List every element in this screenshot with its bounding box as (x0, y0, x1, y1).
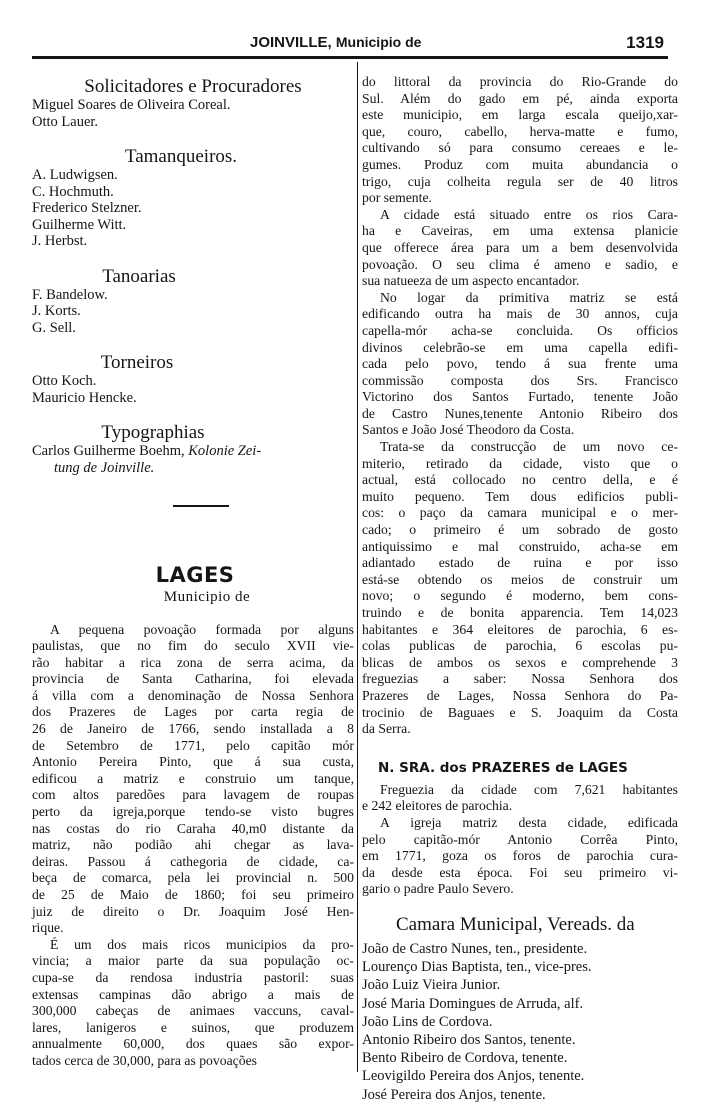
list-item: Guilherme Witt. (32, 216, 127, 233)
text-line: Santos e João José Theodoro da Costa. (362, 422, 575, 438)
text-line: está-se obtendo os meios de construir um (362, 571, 678, 587)
text-line: 300,000 cabeças de animaes vaccuns, caval- (32, 1003, 354, 1019)
text-line: colas publicas de parochia, 6 escolas pu- (362, 638, 678, 654)
council-member: José Maria Domingues de Arruda, alf. (362, 995, 584, 1012)
text-line: É um dos mais ricos municipios da pro- (50, 936, 354, 952)
council-member: José Pereira dos Anjos, tenente. (362, 1086, 546, 1103)
text-line: dos Prazeres de Lages por carta regia de (32, 704, 354, 720)
text-line: rique. (32, 920, 64, 936)
list-solicitadores (32, 97, 354, 130)
council-member: João Lins de Cordova. (362, 1013, 493, 1030)
text-line: edificou a matriz e construio um tanque, (32, 770, 354, 786)
lages-article-continued (362, 74, 678, 738)
text-line: adiantado estado de ruina e por isso (362, 555, 678, 571)
text-line: No logar da primitiva matriz se está (380, 289, 678, 305)
camara-members (362, 940, 678, 1104)
list-item: G. Sell. (32, 319, 76, 336)
text-line: rão habitar a rica zona de serra acima, da (32, 654, 354, 670)
header-subtitle: Municipio de (335, 34, 422, 50)
text-line: á villa com a denominação de Nossa Senhora (32, 687, 354, 703)
camara-heading: Camara Municipal, Vereads. da (396, 913, 635, 935)
lages-heading: LAGES (155, 562, 235, 587)
text-line: gario o padre Paulo Severo. (362, 881, 514, 897)
list-item: Mauricio Hencke. (32, 389, 137, 406)
section-title-torneiros: Torneiros (100, 352, 174, 373)
text-line: do littoral da provincia do Rio-Grande do (362, 74, 678, 89)
text-line: novo; o segundo é moderno, bem cons- (362, 588, 678, 604)
text-line: 26 de Janeiro de 1766, sendo installada a 8 (32, 721, 354, 737)
text-line: truindo e de bonita apparencia. Tem 14,023 (362, 605, 678, 620)
typographia-owner: Carlos Guilherme Boehm, (32, 443, 185, 459)
section-title-tanoarias: Tanoarias (102, 265, 176, 287)
text-line: cupa-se da rendosa industria pastoril: suas (32, 969, 354, 985)
text-line: gumes. Produz com muita abundancia o (362, 156, 678, 172)
page-number: 1319 (626, 33, 664, 52)
text-line: tados cerca de 30,000, para as povoações (32, 1052, 257, 1068)
running-header (32, 32, 668, 59)
council-member: Lourenço Dias Baptista, ten., vice-pres. (362, 959, 592, 976)
text-line: extensas campinas dão abrigo a mais de (32, 986, 354, 1002)
list-torneiros (32, 373, 354, 406)
text-line: muito pequeno. Tem dous edificios publi- (362, 488, 678, 504)
text-line: actual, está collocado no centro della, e é (362, 472, 678, 488)
text-line: matriz, não podião ahi chegar as lava- (32, 837, 354, 853)
text-line: que offerece área para um a bem desenvolvida (362, 239, 678, 255)
parish-text (362, 782, 678, 898)
list-tamanqueiros (32, 167, 354, 250)
text-line: cado; o primeiro é um sobrado de gosto (362, 522, 678, 538)
text-line: freguezias a saber: Nossa Senhora dos (362, 671, 678, 687)
text-line: cos: o paço da camara municipal e o mer- (362, 505, 678, 521)
text-line: Sul. Além do gado em pé, ainda exporta (362, 90, 678, 106)
text-line: A igreja matriz desta cidade, edificada (380, 814, 678, 830)
text-line: de Setembro de 1771, pelo capitão mór (32, 737, 354, 753)
text-line: trocinio de Baguaes e S. Joaquim da Costa (362, 704, 678, 720)
list-item: Otto Koch. (32, 373, 97, 389)
list-tanoarias (32, 287, 354, 337)
list-item: C. Hochmuth. (32, 183, 114, 200)
list-item: A. Ludwigsen. (32, 167, 118, 183)
column-divider (357, 62, 358, 1072)
text-line: povoação. O seu clima é ameno e sadio, e (362, 256, 678, 272)
text-line: nas costas do rio Caraha 40,m0 distante da (32, 820, 354, 836)
list-item: Frederico Stelzner. (32, 200, 142, 216)
text-line: blicas de ambos os sexos e comprehende 3 (362, 654, 678, 670)
typographia-paper-1: Kolonie Zei- (188, 443, 262, 459)
council-member: Leovigildo Pereira dos Anjos, tenente. (362, 1068, 585, 1085)
text-line: Prazeres de Lages, Nossa Senhora do Pa- (362, 687, 678, 703)
text-line: lares, lanigeros e suinos, que produzem (32, 1019, 354, 1035)
council-member: Bento Ribeiro de Cordova, tenente. (362, 1050, 568, 1067)
typographia-entry (32, 443, 354, 477)
text-line: da Serra. (362, 721, 411, 737)
text-line: A cidade está situado entre os rios Cara- (380, 206, 678, 222)
text-line: trigo, cuja colheita regula ser de 40 litros (362, 173, 678, 189)
text-line: sua natueeza de um aspecto encantador. (362, 273, 580, 289)
header-title (250, 34, 421, 51)
list-item: F. Bandelow. (32, 286, 108, 303)
text-line: Antonio Pereira Pinto, que á sua custa, (32, 754, 354, 770)
text-line: da desde esta época. Foi seu primeiro vi- (362, 864, 678, 880)
text-line: este municipio, em larga escala queijo,xar- (362, 107, 678, 123)
text-line: Trata-se da construcção de um novo ce- (380, 439, 678, 455)
council-member: João de Castro Nunes, ten., presidente. (362, 940, 588, 957)
section-title-typographias: Typographias (101, 422, 205, 443)
text-line: vincia; a maior parte da sua população oc- (32, 953, 354, 969)
council-member: João Luiz Vieira Junior. (362, 977, 501, 994)
text-line: miterio, retirado da cidade, visto que o (362, 455, 678, 471)
text-line: provincia de Santa Catharina, foi elevada (32, 671, 354, 687)
section-title-solicitadores: Solicitadores e Procuradores (84, 76, 302, 97)
text-line: com altos paredões para lavagem de roupas (32, 787, 354, 803)
text-line: cultivando só para consumo cereaes e le- (362, 140, 678, 156)
text-line: em 1771, goza os foros de parochia cura- (362, 848, 678, 864)
council-member: Antonio Ribeiro dos Santos, tenente. (362, 1031, 576, 1048)
list-item: Miguel Soares de Oliveira Coreal. (32, 97, 231, 113)
lages-subheading: Municipio de (163, 588, 251, 605)
text-line: e 242 eleitores de parochia. (362, 798, 513, 814)
header-city: JOINVILLE, (250, 34, 332, 51)
list-item: Otto Lauer. (32, 113, 99, 130)
text-line: deiras. Passou á cathegoria de cidade, ca- (32, 853, 354, 869)
text-line: pelo capitão-mór Antonio Corrêa Pinto, (362, 831, 678, 847)
text-line: divinos celebrão-se em uma capella edifi- (362, 339, 678, 355)
text-line: por semente. (362, 190, 432, 206)
list-item: J. Herbst. (32, 233, 88, 249)
text-line: de 25 de Maio de 1860; foi seu primeiro (32, 887, 354, 902)
text-line: beça de comarca, pela lei provincial n. 500 (32, 870, 354, 886)
text-line: edificando outra ha mais de 30 annos, cuja (362, 306, 678, 322)
text-line: capella-mór acha-se concluida. Os officios (362, 322, 678, 338)
section-title-tamanqueiros: Tamanqueiros. (124, 146, 238, 167)
text-line: Victorino dos Santos Furtado, tenente João (362, 389, 678, 405)
text-line: Freguezia da cidade com 7,621 habitantes (380, 781, 678, 797)
text-line: A pequena povoação formada por alguns (50, 621, 354, 637)
text-line: juiz de direito o Dr. Joaquim José Hen- (32, 903, 354, 919)
text-line: ha e Caveiras, em uma extensa planicie (362, 223, 678, 239)
left-column (32, 76, 354, 1070)
text-line: commissão composta dos Srs. Francisco (362, 372, 678, 388)
text-line: perto da igreja,porque tendo-se visto bugres (32, 804, 354, 820)
list-item: J. Korts. (32, 303, 81, 319)
lages-article (32, 622, 354, 1070)
text-line: habitantes e 364 eleitores de parochia, 6 es- (362, 621, 678, 637)
text-line: annualmente 60,000, dos quaes são expor- (32, 1036, 354, 1052)
text-line: cada pelo povo, tendo á sua frente uma (362, 356, 678, 372)
text-line: paulistas, que no fim do seculo XVII vie- (32, 638, 354, 654)
text-line: antiquissimo e mal construido, acha-se em (362, 538, 678, 554)
text-line: que, couro, cabello, herva-matte e fumo, (362, 123, 678, 139)
parish-heading: N. SRA. dos PRAZERES de LAGES (378, 759, 628, 776)
right-column (362, 74, 678, 1104)
section-separator (173, 505, 229, 507)
typographia-paper-2: tung de Joinville. (54, 460, 155, 476)
text-line: de Castro Nunes,tenente Antonio Ribeiro dos (362, 405, 678, 421)
